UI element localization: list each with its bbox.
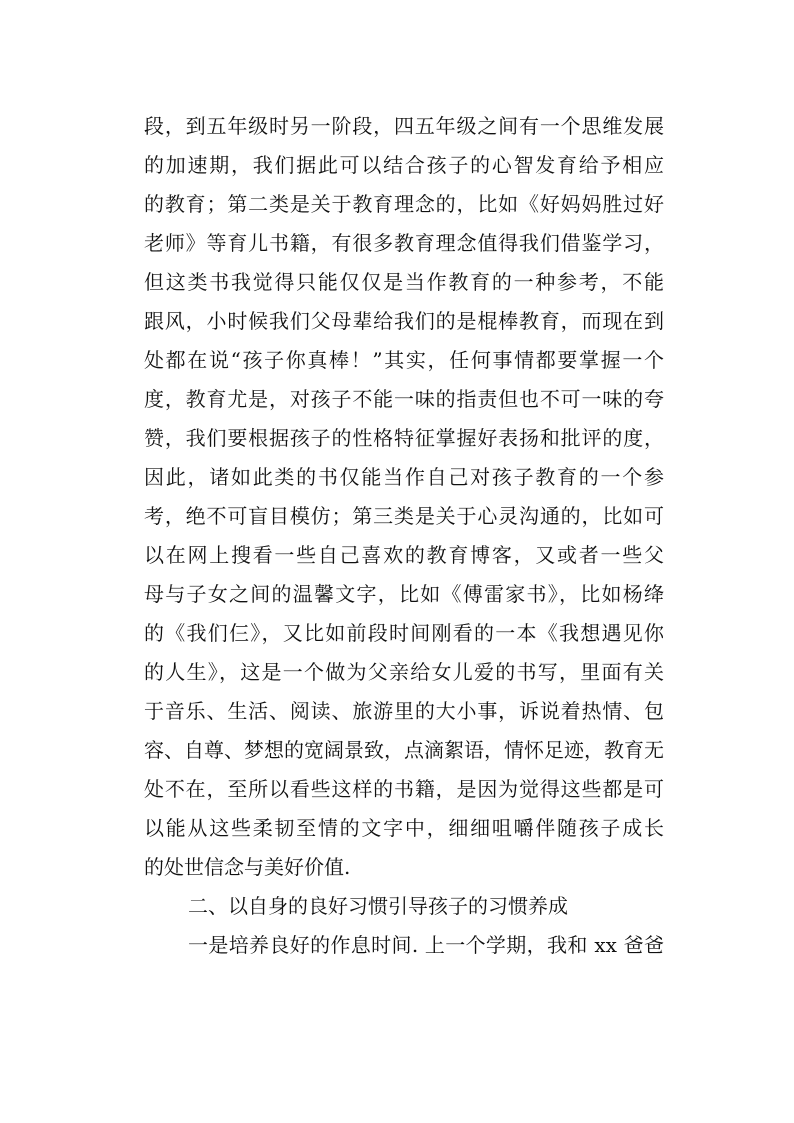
text-line-11: 考，绝不可盲目模仿；第三类是关于心灵沟通的，比如可 [144, 504, 664, 528]
text-line-22: 一是培养良好的作息时间. 上一个学期，我和 xx 爸爸 [188, 933, 664, 957]
text-line-13: 母与子女之间的温馨文字，比如《傅雷家书》，比如杨绛 [144, 582, 664, 606]
text-line-4: 老师》等育儿书籍，有很多教育理念值得我们借鉴学习， [144, 231, 664, 255]
body-text [144, 107, 664, 965]
section-heading: 二、以自身的良好习惯引导孩子的习惯养成 [188, 894, 568, 918]
text-line-19: 以能从这些柔韧至情的文字中，细细咀嚼伴随孩子成长 [144, 816, 664, 840]
text-line-12: 以在网上搜看一些自己喜欢的教育博客，又或者一些父 [144, 543, 664, 567]
text-line-20: 的处世信念与美好价值. [144, 855, 351, 879]
text-line-16: 于音乐、生活、阅读、旅游里的大小事，诉说着热情、包 [144, 699, 664, 723]
text-line-2: 的加速期，我们据此可以结合孩子的心智发育给予相应 [144, 153, 664, 177]
text-line-9: 赞，我们要根据孩子的性格特征掌握好表扬和批评的度， [144, 426, 664, 450]
text-line-1: 段，到五年级时另一阶段，四五年级之间有一个思维发展 [144, 114, 664, 138]
text-line-3: 的教育；第二类是关于教育理念的，比如《好妈妈胜过好 [144, 192, 664, 216]
text-line-15: 的人生》，这是一个做为父亲给女儿爱的书写，里面有关 [144, 660, 664, 684]
text-line-8: 度，教育尤是，对孩子不能一味的指责但也不可一味的夸 [144, 387, 664, 411]
text-line-7: 处都在说“孩子你真棒！”其实，任何事情都要掌握一个 [144, 348, 664, 372]
text-line-10: 因此，诸如此类的书仅能当作自己对孩子教育的一个参 [144, 465, 664, 489]
text-line-6: 跟风，小时候我们父母辈给我们的是棍棒教育，而现在到 [144, 309, 664, 333]
text-line-17: 容、自尊、梦想的宽阔景致，点滴絮语，情怀足迹，教育无 [144, 738, 664, 762]
text-line-5: 但这类书我觉得只能仅仅是当作教育的一种参考，不能 [144, 270, 664, 294]
text-line-18: 处不在，至所以看些这样的书籍，是因为觉得这些都是可 [144, 777, 664, 801]
text-line-14: 的《我们仨》，又比如前段时间刚看的一本《我想遇见你 [144, 621, 664, 645]
